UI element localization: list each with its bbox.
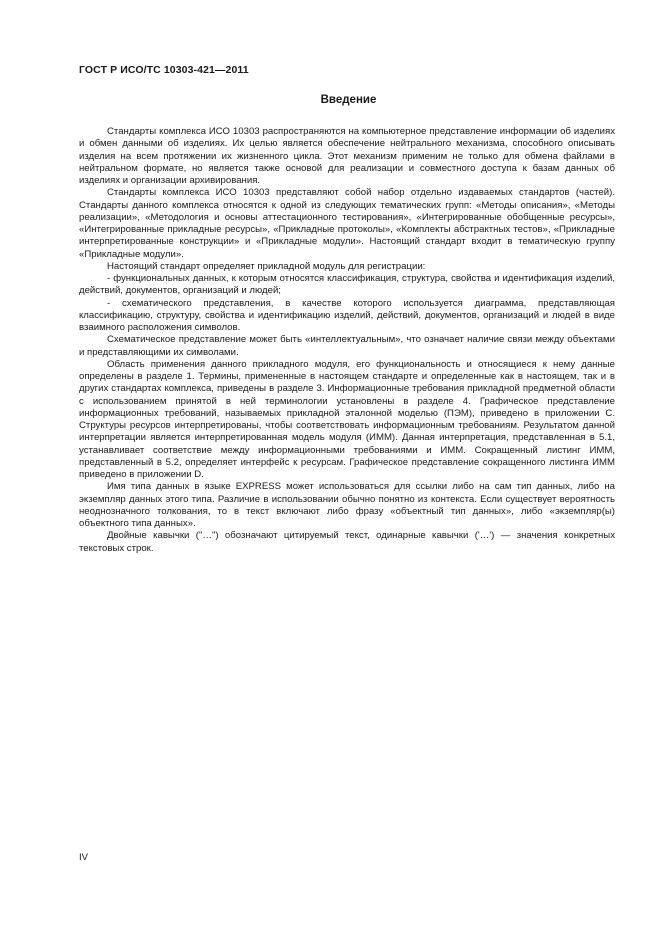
body-text: [79, 126, 615, 555]
page-number: IV: [79, 852, 88, 863]
section-title: Введение: [320, 94, 377, 106]
paragraph: Схематическое представление может быть «интеллектуальным», что означает наличие связи между объектами и представляющими их символами.: [79, 334, 615, 358]
paragraph: Область применения данного прикладного модуля, его функциональность и относящиеся к нему данные определены в разделе 1. Термины, примененные в настоящем стандарте и определенные как в настоящем, так и в других стандартах комплекса, приведены в разделе 3. Информационные требования прикладной предметной области с использованием принятой в ней терминологии установлены в разделе 4. Графическое представление информационных требований, называемых прикладной эталонной моделью (ПЭМ), приведено в приложении С. Структуры ресурсов интерпретированы, чтобы соответствовать информационным требованиям. Результатом данной интерпретации является интерпретированная модель модуля (ИММ). Данная интерпретация, представленная в 5.1, устанавливает соответствие между информационными требованиями и ИММ. Сокращенный листинг ИММ, представленный в 5.2, определяет интерфейс к ресурсам. Графическое представление сокращенного листинга ИММ приведено в приложении D.: [79, 358, 615, 480]
document-header: ГОСТ Р ИСО/ТС 10303-421—2011: [79, 64, 249, 76]
paragraph: Настоящий стандарт определяет прикладной модуль для регистрации:: [107, 260, 426, 272]
list-item: - схематического представления, в качестве которого используется диаграмма, представляющая классификацию, структуру, свойства и идентификацию изделий, действий, документов, организаций и людей в виде взаимного расположения символов.: [79, 297, 615, 333]
paragraph: Двойные кавычки ("…") обозначают цитируемый текст, одинарные кавычки ('…') — значения конкретных текстовых строк.: [79, 530, 615, 554]
paragraph: Имя типа данных в языке EXPRESS может использоваться для ссылки либо на сам тип данных, либо на экземпляр данных этого типа. Различие в использовании обычно понятно из контекста. Если существует вероятность неоднозначного толкования, то в текст включают либо фразу «объектный тип данных», либо «экземпляр(ы) объектного типа данных».: [79, 481, 615, 529]
paragraph: Стандарты комплекса ИСО 10303 представляют собой набор отдельно издаваемых стандартов (частей). Стандарты данного комплекса относятся к одной из следующих тематических групп: «Методы описания», «Методы реализации», «Методология и основы аттестационного тестирования», «Интегрированные обобщенные ресурсы», «Интегрированные прикладные ресурсы», «Прикладные протоколы», «Комплекты абстрактных тестов», «Прикладные интерпретированные конструкции» и «Прикладные модули». Настоящий стандарт входит в тематическую группу «Прикладные модули».: [79, 187, 615, 260]
list-item: - функциональных данных, к которым относятся классификация, структура, свойства и идентификация изделий, действий, документов, организаций и людей;: [79, 273, 615, 297]
paragraph: Стандарты комплекса ИСО 10303 распространяются на компьютерное представление информации об изделиях и обмен данными об изделиях. Их целью является обеспечение нейтрального механизма, способного описывать изделия на всем протяжении их жизненного цикла. Этот механизм применим не только для обмена файлами в нейтральном формате, но является также основой для реализации и совместного доступа к базам данных об изделиях и организации архивирования.: [79, 126, 615, 186]
